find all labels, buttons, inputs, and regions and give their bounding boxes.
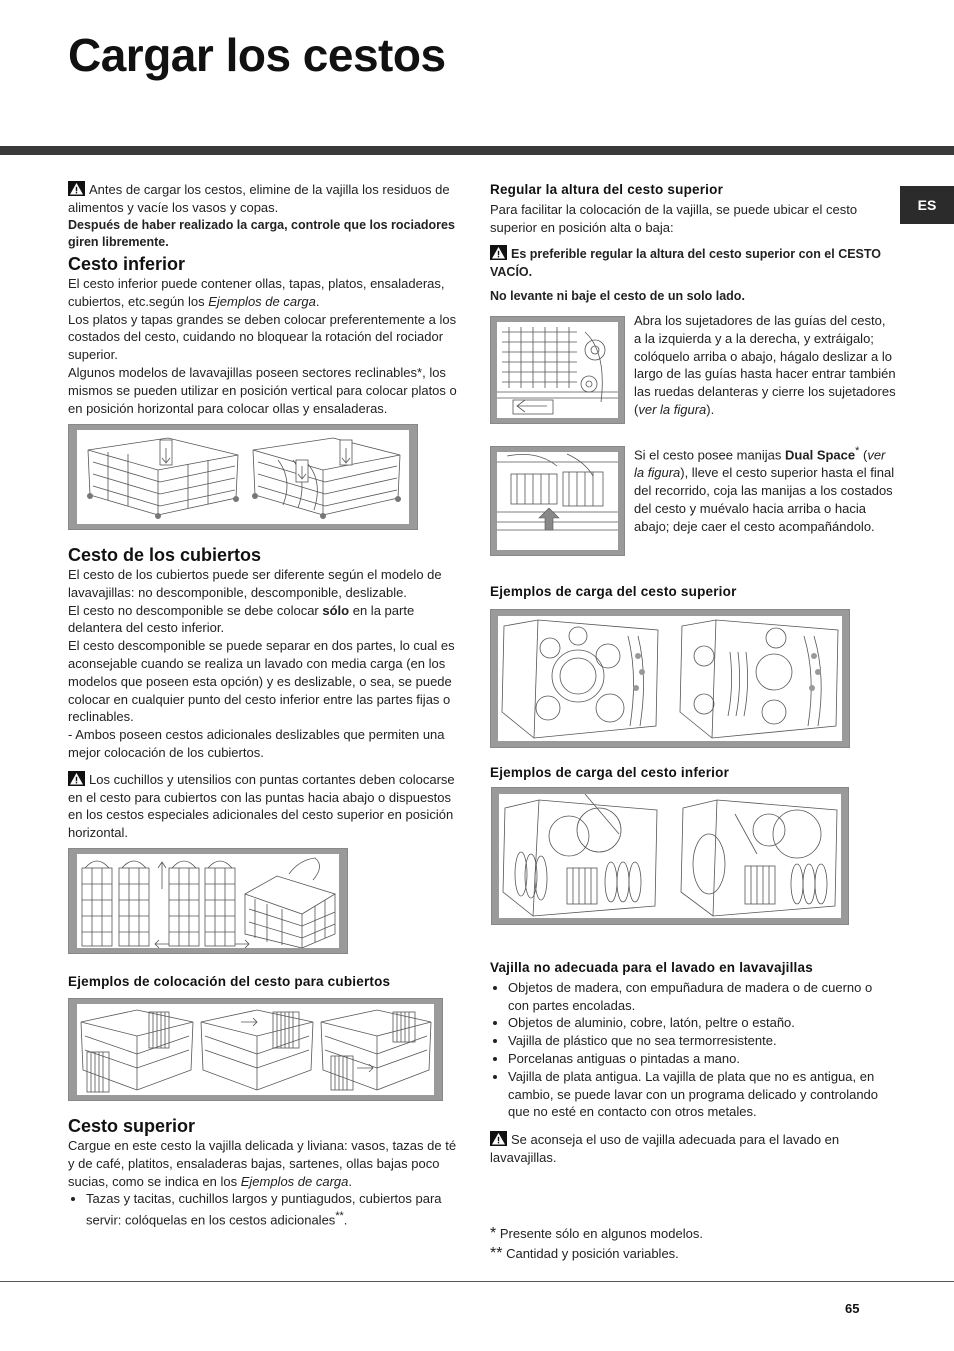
figure-cutlery-baskets-image bbox=[77, 854, 339, 948]
cesto-inferior-heading: Cesto inferior bbox=[68, 254, 186, 274]
regular-bold2: No levante ni baje el cesto de un solo lado. bbox=[490, 288, 745, 303]
vajilla-heading: Vajilla no adecuada para el lavado en lavavajillas bbox=[490, 960, 813, 975]
figure-upper-examples bbox=[490, 609, 850, 748]
figure-basket-guide bbox=[490, 316, 625, 424]
page-title: Cargar los cestos bbox=[68, 29, 446, 81]
cesto-inferior-section bbox=[68, 253, 458, 417]
footer-rule bbox=[0, 1281, 954, 1282]
footnotes bbox=[490, 1224, 895, 1264]
cubiertos-warning-text: Los cuchillos y utensilios con puntas cortantes deben colocarse en el cesto para cubiertos con las puntas hacia abajo o dispuestos en los cestos especiales adicionales del cesto superior en posición horizontal. bbox=[68, 771, 455, 841]
ejemplos-link-1: Ejemplos de carga bbox=[208, 293, 316, 309]
cutlery-baskets-illustration bbox=[77, 854, 339, 948]
cesto-cubiertos-p2: El cesto no descomponible se debe colocar bbox=[68, 602, 323, 618]
warning-icon bbox=[68, 771, 85, 786]
regular-section bbox=[490, 181, 895, 306]
list-item: • Objetos de madera, con empuñadura de madera o de cuerno o con partes encoladas. bbox=[508, 979, 895, 1015]
list-item: • Objetos de aluminio, cobre, latón, peltre o estaño. bbox=[508, 1014, 895, 1032]
lower-examples-heading-block bbox=[490, 764, 895, 782]
vajilla-warning-text: Se aconseja el uso de vajilla adecuada para el lavado en lavavajillas. bbox=[490, 1132, 840, 1165]
cesto-cubiertos-section bbox=[68, 544, 458, 842]
upper-examples-heading-block bbox=[490, 583, 895, 601]
page-number: 65 bbox=[845, 1301, 860, 1316]
fig2-text: Si el cesto posee manijas bbox=[634, 447, 786, 463]
cutlery-placement-illustration bbox=[77, 1004, 434, 1095]
cesto-superior-p1: Cargue en este cesto la vajilla delicada y liviana: vasos, tazas de té y de café, platitos, ensaladeras bajas, sartenes, ollas bajas poco sucias, como se indica en los bbox=[68, 1138, 457, 1189]
cutlery-examples-heading-block bbox=[68, 973, 458, 991]
upper-examples-illustration bbox=[498, 616, 842, 741]
cesto-cubiertos-p3: El cesto descomponible se puede separar en dos partes, lo cual es aconsejable cuando se realiza un lavado con media carga (en los modelos que poseen esta opción) y es deslizable, o sea, se puede colocar en cualquier punto del cesto inferior entre las partes fijas o reclinables. bbox=[68, 638, 455, 725]
basket-guide-illustration bbox=[497, 322, 618, 418]
warning-icon bbox=[490, 245, 507, 260]
figure-lower-examples-image bbox=[499, 794, 841, 918]
dual-space-bold: Dual Space bbox=[785, 447, 856, 463]
dual-space-illustration bbox=[497, 452, 618, 550]
language-tab: ES bbox=[900, 186, 954, 224]
footnote-1: Presente sólo en algunos modelos. bbox=[499, 1226, 703, 1241]
lower-examples-heading: Ejemplos de carga del cesto inferior bbox=[490, 765, 730, 780]
ver-figura-1: ver la figura bbox=[638, 401, 707, 417]
fig2-text-end: ), lleve el cesto superior hasta el final del recorrido, coja las manijas a los costados del cesto y muévalo hacia arriba o hacia abajo; deje caer el cesto acompañándolo. bbox=[634, 465, 895, 534]
fig1-text: Abra los sujetadores de las guías del cesto, a la izquierda y a la derecha, y extráigalo; colóquelo arriba o abajo, hágalo deslizar a lo largo de las guías hasta hacer entrar también las ruedas delanteras y cierre los sujetadores ( bbox=[634, 313, 896, 417]
cesto-inferior-p1: El cesto inferior puede contener ollas, tapas, platos, ensaladeras, cubiertos, etc.según los bbox=[68, 276, 445, 309]
cutlery-examples-heading: Ejemplos de colocación del cesto para cubiertos bbox=[68, 974, 391, 989]
intro-bold: Después de haber realizado la carga, controle que los rociadores giren libremente. bbox=[68, 217, 455, 250]
fig1-text-end: ). bbox=[706, 401, 715, 417]
figure-dual-space-image bbox=[497, 452, 618, 550]
figure-cutlery-placement bbox=[68, 998, 443, 1101]
ejemplos-link-2: Ejemplos de carga bbox=[240, 1173, 349, 1189]
dual-space-text bbox=[634, 443, 896, 535]
warning-icon bbox=[68, 181, 85, 196]
figure-basket-guide-image bbox=[497, 322, 618, 418]
footnote-mark: ** bbox=[490, 1245, 503, 1262]
figure-upper-examples-image bbox=[498, 616, 842, 741]
footnote-mark: * bbox=[490, 1225, 497, 1242]
figure-dual-space bbox=[490, 446, 625, 556]
period: . bbox=[348, 1173, 352, 1189]
cesto-cubiertos-p2-end: en la parte delantera del cesto inferior. bbox=[68, 602, 415, 636]
list-item: • Vajilla de plástico que no sea termorresistente. bbox=[508, 1032, 895, 1050]
lower-examples-illustration bbox=[499, 794, 841, 918]
paren: ( bbox=[862, 447, 868, 463]
figure-cutlery-placement-image bbox=[77, 1004, 434, 1095]
intro-text: Antes de cargar los cestos, elimine de la vajilla los residuos de alimentos y vacíe los vasos y copas. bbox=[68, 182, 450, 215]
figure-lower-basket-image bbox=[77, 430, 409, 524]
vajilla-section bbox=[490, 959, 895, 1167]
figure-lower-examples bbox=[491, 787, 849, 925]
figure-lower-basket bbox=[68, 424, 418, 530]
list-item: • Vajilla de plata antigua. La vajilla de plata que no es antigua, en cambio, se puede lavar con un programa delicado y controlando que no esté en contacto con otros metales. bbox=[508, 1068, 895, 1121]
footnote-mark: ** bbox=[335, 1210, 344, 1223]
list-item bbox=[86, 1190, 458, 1229]
period: . bbox=[315, 293, 320, 309]
figure-cutlery-baskets bbox=[68, 848, 348, 954]
footnote-mark: * bbox=[855, 445, 860, 457]
list-item: • Porcelanas antiguas o pintadas a mano. bbox=[508, 1050, 895, 1068]
cesto-cubiertos-p1: El cesto de los cubiertos puede ser diferente según el modelo de lavavajillas: no descomponible, descomponible, deslizable. bbox=[68, 567, 442, 600]
upper-examples-heading: Ejemplos de carga del cesto superior bbox=[490, 584, 737, 599]
header-rule bbox=[0, 146, 954, 155]
cesto-inferior-p2: Los platos y tapas grandes se deben colocar preferentemente a los costados del cesto, cuidando no bloquear la rotación del rociador superior. bbox=[68, 311, 457, 363]
cesto-superior-heading: Cesto superior bbox=[68, 1116, 196, 1136]
warning-icon bbox=[490, 1131, 507, 1146]
basket-guide-text bbox=[634, 312, 896, 419]
cesto-superior-section bbox=[68, 1115, 458, 1229]
regular-warning-bold: Es preferible regular la altura del cesto superior con el CESTO VACÍO. bbox=[490, 247, 882, 280]
footnote-2: Cantidad y posición variables. bbox=[506, 1246, 679, 1261]
cesto-cubiertos-p4: - Ambos poseen cestos adicionales deslizables que permiten una mejor colocación de los cubiertos. bbox=[68, 727, 445, 760]
solo-bold: sólo bbox=[322, 602, 350, 618]
ver-figura-2: ver la figura bbox=[634, 447, 886, 481]
cesto-superior-bullet-text: Tazas y tacitas, cuchillos largos y puntiagudos, cubiertos para servir: colóquelas en los cestos adicionales bbox=[86, 1191, 442, 1228]
regular-heading: Regular la altura del cesto superior bbox=[490, 182, 724, 197]
cesto-inferior-p3: Algunos modelos de lavavajillas poseen sectores reclinables*, los mismos se pueden utilizar en posición vertical para colocar platos o en posición horizontal para colocar ollas y ensaladeras. bbox=[68, 364, 457, 416]
period: . bbox=[343, 1212, 348, 1228]
lower-basket-illustration bbox=[77, 430, 409, 524]
regular-p1: Para facilitar la colocación de la vajilla, se puede ubicar el cesto superior en posición alta o baja: bbox=[490, 201, 858, 235]
intro-block bbox=[68, 181, 458, 252]
cesto-cubiertos-heading: Cesto de los cubiertos bbox=[68, 545, 262, 565]
